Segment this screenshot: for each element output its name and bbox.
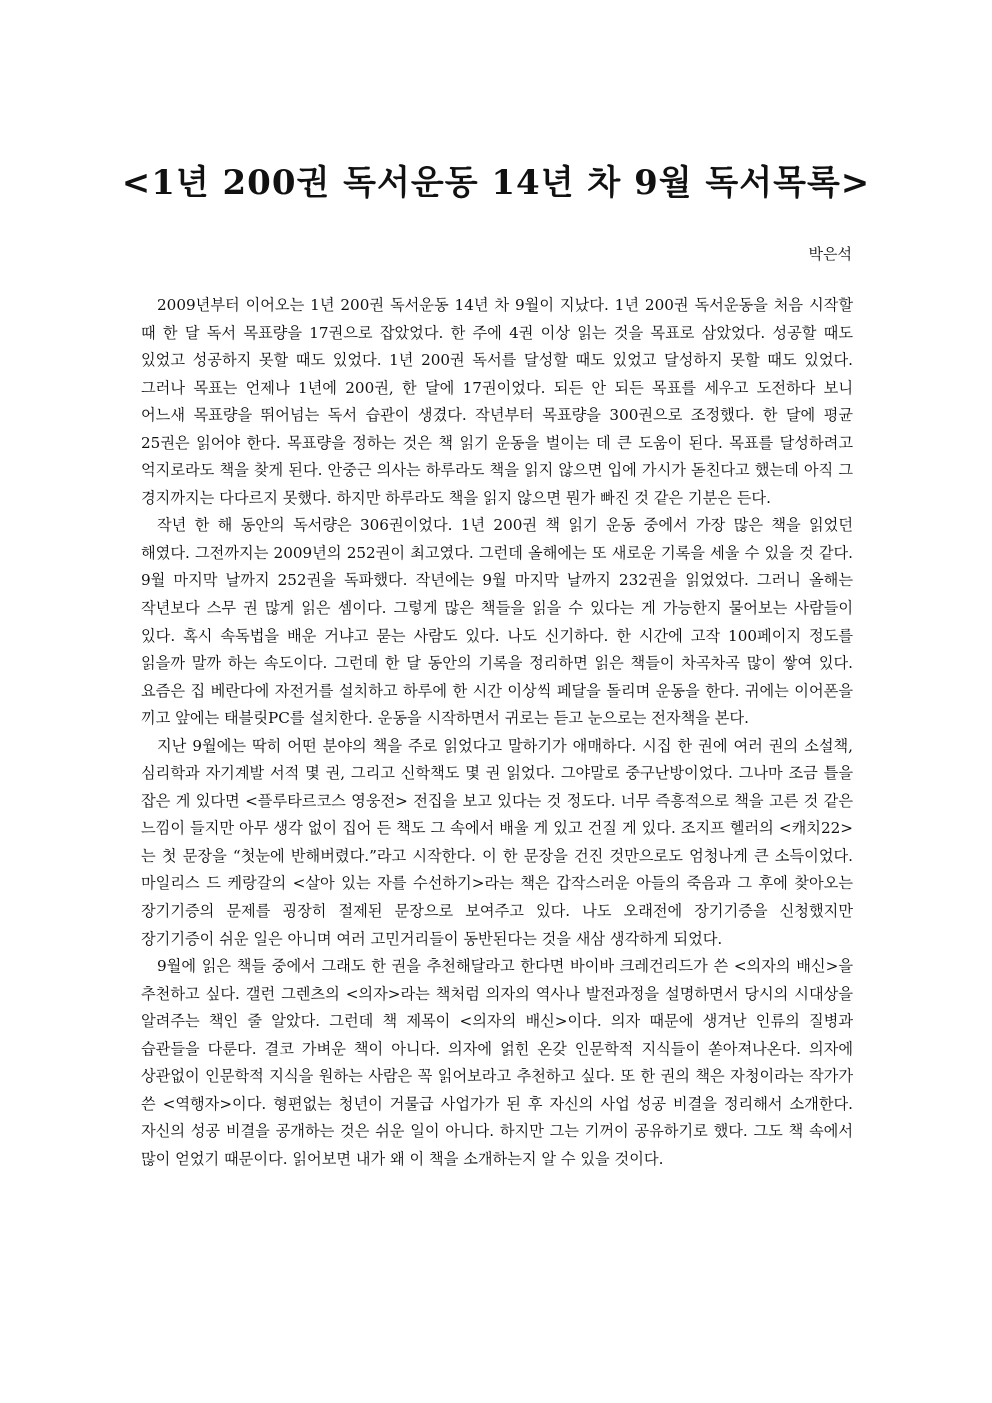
paragraph-3: 지난 9월에는 딱히 어떤 분야의 책을 주로 읽었다고 말하기가 애매하다. 시집 한 권에 여러 권의 소설책, 심리학과 자기계발 서적 몇 권, 그리고 신학책도 몇 권 읽었다. 그야말로 중구난방이었다. 그나마 조금 틀을 잡은 게 있다면 <플루타르코스 영웅전> 전집을 보고 있다는 것 정도다. 너무 즉흥적으로 책을 고른 것 같은 느낌이 들지만 아무 생각 없이 집어 든 책도 그 속에서 배울 게 있고 건질 게 있다. 조지프 헬러의 <캐치22>는 첫 문장을 “첫눈에 반해버렸다.”라고 시작한다. 이 한 문장을 건진 것만으로도 엄청나게 큰 소득이었다. 마일리스 드 케랑갈의 <살아 있는 자를 수선하기>라는 책은 갑작스러운 아들의 죽음과 그 후에 찾아오는 장기기증의 문제를 굉장히 절제된 문장으로 보여주고 있다. 나도 오래전에 장기기증을 신청했지만 장기기증이 쉬운 일은 아니며 여러 고민거리들이 동반된다는 것을 새삼 생각하게 되었다.: [141, 736, 853, 948]
article-body: [141, 292, 853, 1174]
paragraph-2: 작년 한 해 동안의 독서량은 306권이었다. 1년 200권 책 읽기 운동 중에서 가장 많은 책을 읽었던 해였다. 그전까지는 2009년의 252권이 최고였다. 그런데 올해에는 또 새로운 기록을 세울 수 있을 것 같다. 9월 마지막 날까지 252권을 독파했다. 작년에는 9월 마지막 날까지 232권을 읽었었다. 그러니 올해는 작년보다 스무 권 많게 읽은 셈이다. 그렇게 많은 책들을 읽을 수 있다는 게 가능한지 물어보는 사람들이 있다. 혹시 속독법을 배운 거냐고 묻는 사람도 있다. 나도 신기하다. 한 시간에 고작 100페이지 정도를 읽을까 말까 하는 속도이다. 그런데 한 달 동안의 기록을 정리하면 읽은 책들이 차곡차곡 많이 쌓여 있다. 요즘은 집 베란다에 자전거를 설치하고 하루에 한 시간 이상씩 페달을 돌리며 운동을 한다. 귀에는 이어폰을 끼고 앞에는 태블릿PC를 설치한다. 운동을 시작하면서 귀로는 듣고 눈으로는 전자책을 본다.: [141, 516, 853, 728]
page-title: <1년 200권 독서운동 14년 차 9월 독서목록>: [121, 163, 871, 203]
paragraph-4: 9월에 읽은 책들 중에서 그래도 한 권을 추천해달라고 한다면 바이바 크레건리드가 쓴 <의자의 배신>을 추천하고 싶다. 갤런 그렌츠의 <의자>라는 책처럼 의자의 역사나 발전과정을 설명하면서 당시의 시대상을 알려주는 책인 줄 알았다. 그런데 책 제목이 <의자의 배신>이다. 의자 때문에 생겨난 인류의 질병과 습관들을 다룬다. 결코 가벼운 책이 아니다. 의자에 얽힌 온갖 인문학적 지식들이 쏟아져나온다. 의자에 상관없이 인문학적 지식을 원하는 사람은 꼭 읽어보라고 추천하고 싶다. 또 한 권의 책은 자청이라는 작가가 쓴 <역행자>이다. 형편없는 청년이 거물급 사업가가 된 후 자신의 사업 성공 비결을 정리해서 소개한다. 자신의 성공 비결을 공개하는 것은 쉬운 일이 아니다. 하지만 그는 기꺼이 공유하기로 했다. 그도 책 속에서 많이 얻었기 때문이다. 읽어보면 내가 왜 이 책을 소개하는지 알 수 있을 것이다.: [141, 957, 853, 1168]
paragraph-1: 2009년부터 이어오는 1년 200권 독서운동 14년 차 9월이 지났다. 1년 200권 독서운동을 처음 시작할 때 한 달 독서 목표량을 17권으로 잡았었다. 한 주에 4권 이상 읽는 것을 목표로 삼았었다. 성공할 때도 있었고 성공하지 못할 때도 있었다. 1년 200권 독서를 달성할 때도 있었고 달성하지 못할 때도 있었다. 그러나 목표는 언제나 1년에 200권, 한 달에 17권이었다. 되든 안 되든 목표를 세우고 도전하다 보니 어느새 목표량을 뛰어넘는 독서 습관이 생겼다. 작년부터 목표량을 300권으로 조정했다. 한 달에 평균 25권은 읽어야 한다. 목표량을 정하는 것은 책 읽기 운동을 벌이는 데 큰 도움이 된다. 목표를 달성하려고 억지로라도 책을 찾게 된다. 안중근 의사는 하루라도 책을 읽지 않으면 입에 가시가 돋친다고 했는데 아직 그 경지까지는 다다르지 못했다. 하지만 하루라도 책을 읽지 않으면 뭔가 빠진 것 같은 기분은 든다.: [141, 296, 853, 507]
author-name: 박은석: [808, 245, 852, 263]
